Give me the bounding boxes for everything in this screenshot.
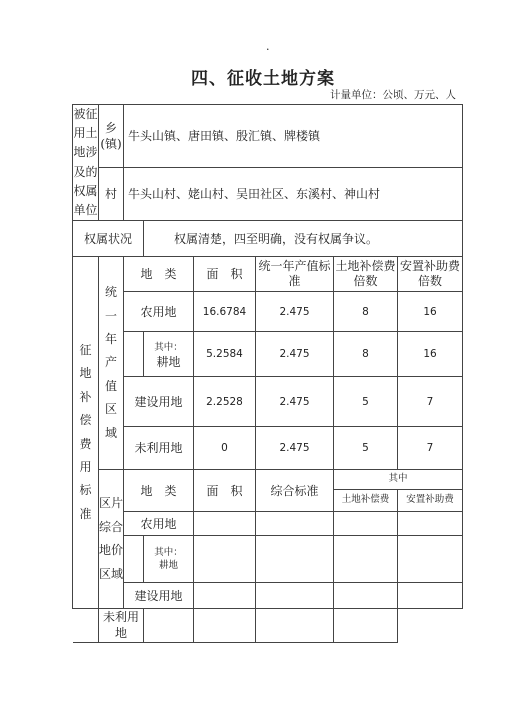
- area-cell: 5.2584: [194, 332, 256, 377]
- area-cell: [144, 609, 194, 642]
- land-fee-cell: [334, 512, 398, 536]
- land-fee-cell: [334, 536, 398, 583]
- standard-cell: 2.475: [256, 427, 334, 470]
- ownership-status-value: 权属清楚，四至明确，没有权属争议。: [144, 221, 463, 257]
- spacer-cell: [73, 609, 99, 642]
- land-type-cell: 其中： 耕地: [144, 332, 194, 377]
- area-cell: 2.2528: [194, 377, 256, 427]
- area-cell: 16.6784: [194, 292, 256, 332]
- standard-cell: [256, 583, 334, 609]
- zone-header-standard: 综合标准: [256, 470, 334, 512]
- land-type-cell: 建设用地: [124, 583, 194, 609]
- land-multiple-cell: 5: [334, 427, 398, 470]
- land-fee-cell: [256, 609, 334, 642]
- table-row: [73, 292, 463, 332]
- area-cell: [194, 583, 256, 609]
- table-row: [73, 377, 463, 427]
- land-fee-cell: [334, 583, 398, 609]
- land-type-cell: 未利用地: [124, 427, 194, 470]
- ownership-units-label: 被征 用土 地涉 及的 权属 单位: [73, 105, 99, 221]
- aapv-header-area: 面 积: [194, 257, 256, 292]
- village-label: 村: [99, 167, 124, 220]
- standard-cell: [256, 536, 334, 583]
- land-type-cell: 未利用地: [99, 609, 144, 642]
- table-row: [73, 609, 463, 642]
- standard-cell: 2.475: [256, 292, 334, 332]
- standard-cell: 2.475: [256, 377, 334, 427]
- land-acquisition-table: [72, 104, 463, 643]
- unit-note: 计量单位：公顷、万元、人: [330, 89, 456, 101]
- zone-header-land-type: 地 类: [124, 470, 194, 512]
- zone-header-resettle-fee: 安置补助费: [398, 490, 463, 512]
- zone-header-area: 面 积: [194, 470, 256, 512]
- land-multiple-cell: 8: [334, 332, 398, 377]
- zone-header-among: 其中: [334, 470, 463, 490]
- resettle-fee-cell: [398, 512, 463, 536]
- page-title: 四、征收土地方案: [191, 69, 335, 89]
- resettle-multiple-cell: 16: [398, 292, 463, 332]
- table-row: [73, 332, 463, 377]
- standard-cell: [256, 512, 334, 536]
- area-cell: 0: [194, 427, 256, 470]
- land-multiple-cell: 5: [334, 377, 398, 427]
- table-row: [73, 427, 463, 470]
- indent-cell: [124, 536, 144, 583]
- land-type-cell: 建设用地: [124, 377, 194, 427]
- land-type-cell: 农用地: [124, 512, 194, 536]
- resettle-fee-cell: [334, 609, 398, 642]
- land-multiple-cell: 8: [334, 292, 398, 332]
- zone-price-label: 区片 综合 地价 区域: [99, 470, 124, 609]
- land-type-cell: 农用地: [124, 292, 194, 332]
- land-type-cell: 其中： 耕地: [144, 536, 194, 583]
- resettle-multiple-cell: 7: [398, 427, 463, 470]
- standard-cell: [194, 609, 256, 642]
- zone-header-land-fee: 土地补偿费: [334, 490, 398, 512]
- townships-value: 牛头山镇、唐田镇、殷汇镇、牌楼镇: [124, 105, 463, 168]
- aapv-header-land-multiple: 土地补偿费倍数: [334, 257, 398, 292]
- aapv-zone-label: 统 一 年 产 值 区 域: [99, 257, 124, 470]
- aapv-header-land-type: 地 类: [124, 257, 194, 292]
- area-cell: [194, 536, 256, 583]
- aapv-header-standard: 统一年产值标准: [256, 257, 334, 292]
- resettle-fee-cell: [398, 536, 463, 583]
- resettle-multiple-cell: 7: [398, 377, 463, 427]
- aapv-header-resettle-multiple: 安置补助费倍数: [398, 257, 463, 292]
- area-cell: [194, 512, 256, 536]
- compensation-standard-label: 征 地 补 偿 费 用 标 准: [73, 257, 99, 609]
- villages-value: 牛头山村、姥山村、吴田社区、东溪村、神山村: [124, 167, 463, 220]
- ownership-status-label: 权属状况: [73, 221, 144, 257]
- table-row: [73, 583, 463, 609]
- township-label: 乡 (镇): [99, 105, 124, 168]
- indent-cell: [124, 332, 144, 377]
- table-row: [73, 512, 463, 536]
- table-row: [73, 536, 463, 583]
- resettle-multiple-cell: 16: [398, 332, 463, 377]
- standard-cell: 2.475: [256, 332, 334, 377]
- resettle-fee-cell: [398, 583, 463, 609]
- page-dot: .: [266, 40, 270, 53]
